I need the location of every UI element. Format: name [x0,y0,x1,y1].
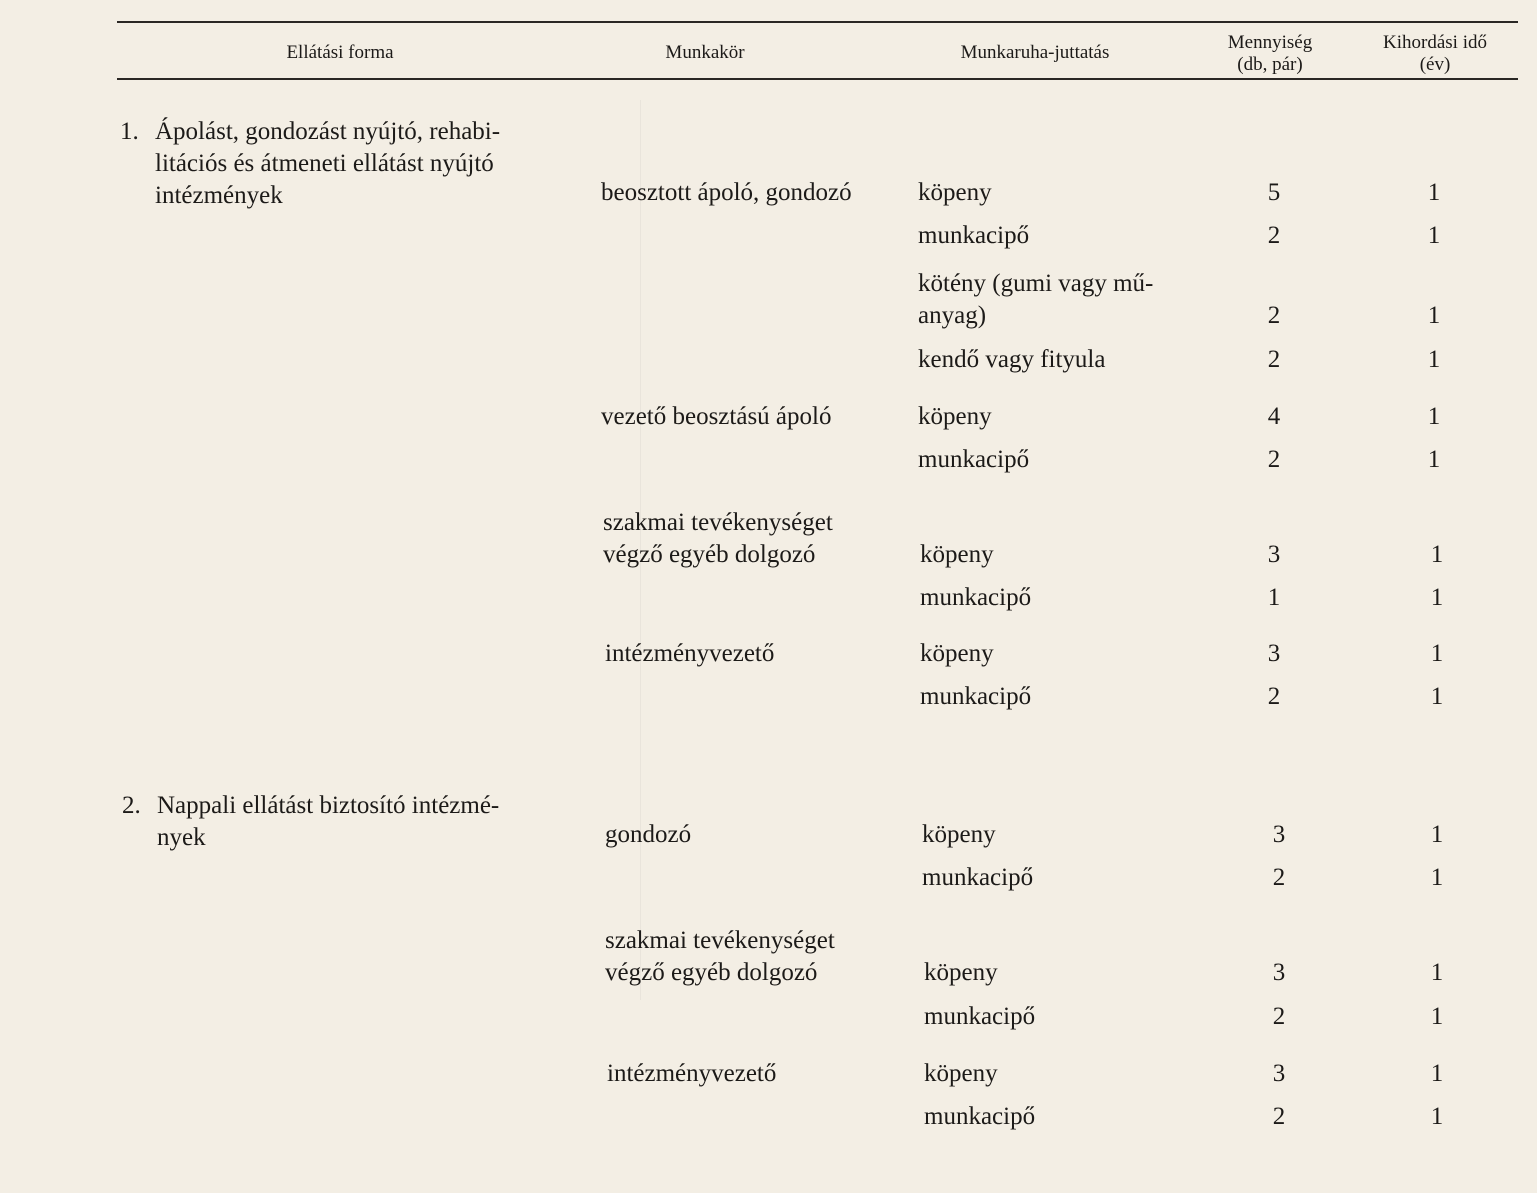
clothing-item-cell [918,444,1029,476]
quantity-cell: 2 [1267,346,1281,373]
quantity-cell: 4 [1267,403,1281,430]
clothing-item-line: munkacipő [924,1103,1036,1130]
header-kihordasi-ido [1360,32,1510,76]
clothing-item-cell [924,1001,1035,1033]
clothing-item-line: munkacipő [920,584,1032,611]
role-cell [605,925,835,989]
wear-period-cell: 1 [1430,1060,1444,1087]
header-mennyiseg [1205,32,1335,76]
quantity-cell: 3 [1267,640,1281,667]
wear-period-cell: 1 [1427,446,1441,473]
header-mennyiseg-line1: Mennyiség [1227,32,1313,53]
clothing-item-cell [920,681,1031,713]
wear-period-cell: 1 [1430,959,1444,986]
clothing-item-cell [918,268,1153,332]
section-2-title [157,790,499,854]
quantity-cell: 2 [1272,864,1286,891]
clothing-item-line: köpeny [924,959,998,986]
wear-period-cell: 1 [1427,179,1441,206]
wear-period-cell: 1 [1430,584,1444,611]
wear-period-cell: 1 [1430,864,1444,891]
quantity-cell: 5 [1267,179,1281,206]
header-mennyiseg-line2: (db, pár) [1237,54,1303,75]
wear-period-cell: 1 [1430,541,1444,568]
quantity-cell: 2 [1267,446,1281,473]
clothing-item-cell [918,220,1029,252]
clothing-item-line: köpeny [920,541,994,568]
wear-period-cell: 1 [1427,222,1441,249]
table-top-rule [117,21,1518,23]
clothing-item-line: kendő vagy fityula [918,346,1106,373]
section-1-title-line: Ápolást, gondozást nyújtó, rehabi- [155,118,501,145]
role-line: intézményvezető [605,640,775,667]
quantity-cell: 2 [1267,302,1281,329]
clothing-item-cell [920,582,1031,614]
clothing-item-line: anyag) [918,302,987,329]
wear-period-cell: 1 [1427,403,1441,430]
section-2-title-line: Nappali ellátást biztosító intézmé- [157,792,500,819]
clothing-item-cell [920,638,994,670]
header-munkakor: Munkakör [665,42,745,63]
quantity-cell: 3 [1272,821,1286,848]
role-line: vezető beosztású ápoló [601,403,832,430]
role-line: beosztott ápoló, gondozó [601,179,852,206]
header-kihordasi-ido-line2: (év) [1419,54,1451,75]
quantity-cell: 3 [1272,1060,1286,1087]
role-cell [605,638,774,670]
section-1-title-line: intézmények [155,182,283,209]
quantity-cell: 1 [1267,584,1281,611]
clothing-item-line: munkacipő [922,864,1034,891]
section-1-title-line: litációs és átmeneti ellátást nyújtó [155,150,494,177]
clothing-item-line: köpeny [920,640,994,667]
role-cell [607,1058,776,1090]
clothing-item-cell [920,539,994,571]
table-header-rule [117,78,1518,80]
clothing-item-line: munkacipő [918,446,1030,473]
quantity-cell: 3 [1272,959,1286,986]
clothing-item-cell [918,177,992,209]
wear-period-cell: 1 [1430,683,1444,710]
section-1-title [155,116,500,212]
clothing-item-cell [922,862,1033,894]
role-line: intézményvezető [607,1060,777,1087]
quantity-cell: 2 [1267,222,1281,249]
quantity-cell: 3 [1267,541,1281,568]
header-ellatasi-forma: Ellátási forma [286,42,394,63]
wear-period-cell: 1 [1430,821,1444,848]
role-cell [601,401,831,433]
role-line: végző egyéb dolgozó [605,959,818,986]
clothing-item-cell [922,819,996,851]
clothing-item-cell [924,957,998,989]
clothing-item-line: köpeny [918,403,992,430]
quantity-cell: 2 [1267,683,1281,710]
role-line: szakmai tevékenységet [605,927,835,954]
clothing-item-cell [924,1058,998,1090]
header-kihordasi-ido-line1: Kihordási idő [1383,32,1487,53]
role-cell [601,177,852,209]
header-munkaruha-juttatas: Munkaruha-juttatás [960,42,1110,63]
clothing-item-line: munkacipő [918,222,1030,249]
clothing-item-line: munkacipő [924,1003,1036,1030]
clothing-item-cell [918,344,1105,376]
quantity-cell: 2 [1272,1003,1286,1030]
clothing-item-line: köpeny [922,821,996,848]
wear-period-cell: 1 [1430,640,1444,667]
role-line: szakmai tevékenységet [603,509,833,536]
clothing-item-line: köpeny [924,1060,998,1087]
clothing-item-line: kötény (gumi vagy mű- [918,270,1154,297]
clothing-item-cell [918,401,992,433]
section-2-title-line: nyek [157,824,206,851]
wear-period-cell: 1 [1430,1103,1444,1130]
wear-period-cell: 1 [1427,302,1441,329]
role-line: gondozó [605,821,692,848]
clothing-item-line: munkacipő [920,683,1032,710]
section-1-number: 1. [120,118,139,145]
role-cell [603,507,833,571]
role-line: végző egyéb dolgozó [603,541,816,568]
wear-period-cell: 1 [1427,346,1441,373]
section-2-number: 2. [122,792,141,819]
wear-period-cell: 1 [1430,1003,1444,1030]
clothing-item-cell [924,1101,1035,1133]
role-cell [605,819,691,851]
clothing-item-line: köpeny [918,179,992,206]
quantity-cell: 2 [1272,1103,1286,1130]
